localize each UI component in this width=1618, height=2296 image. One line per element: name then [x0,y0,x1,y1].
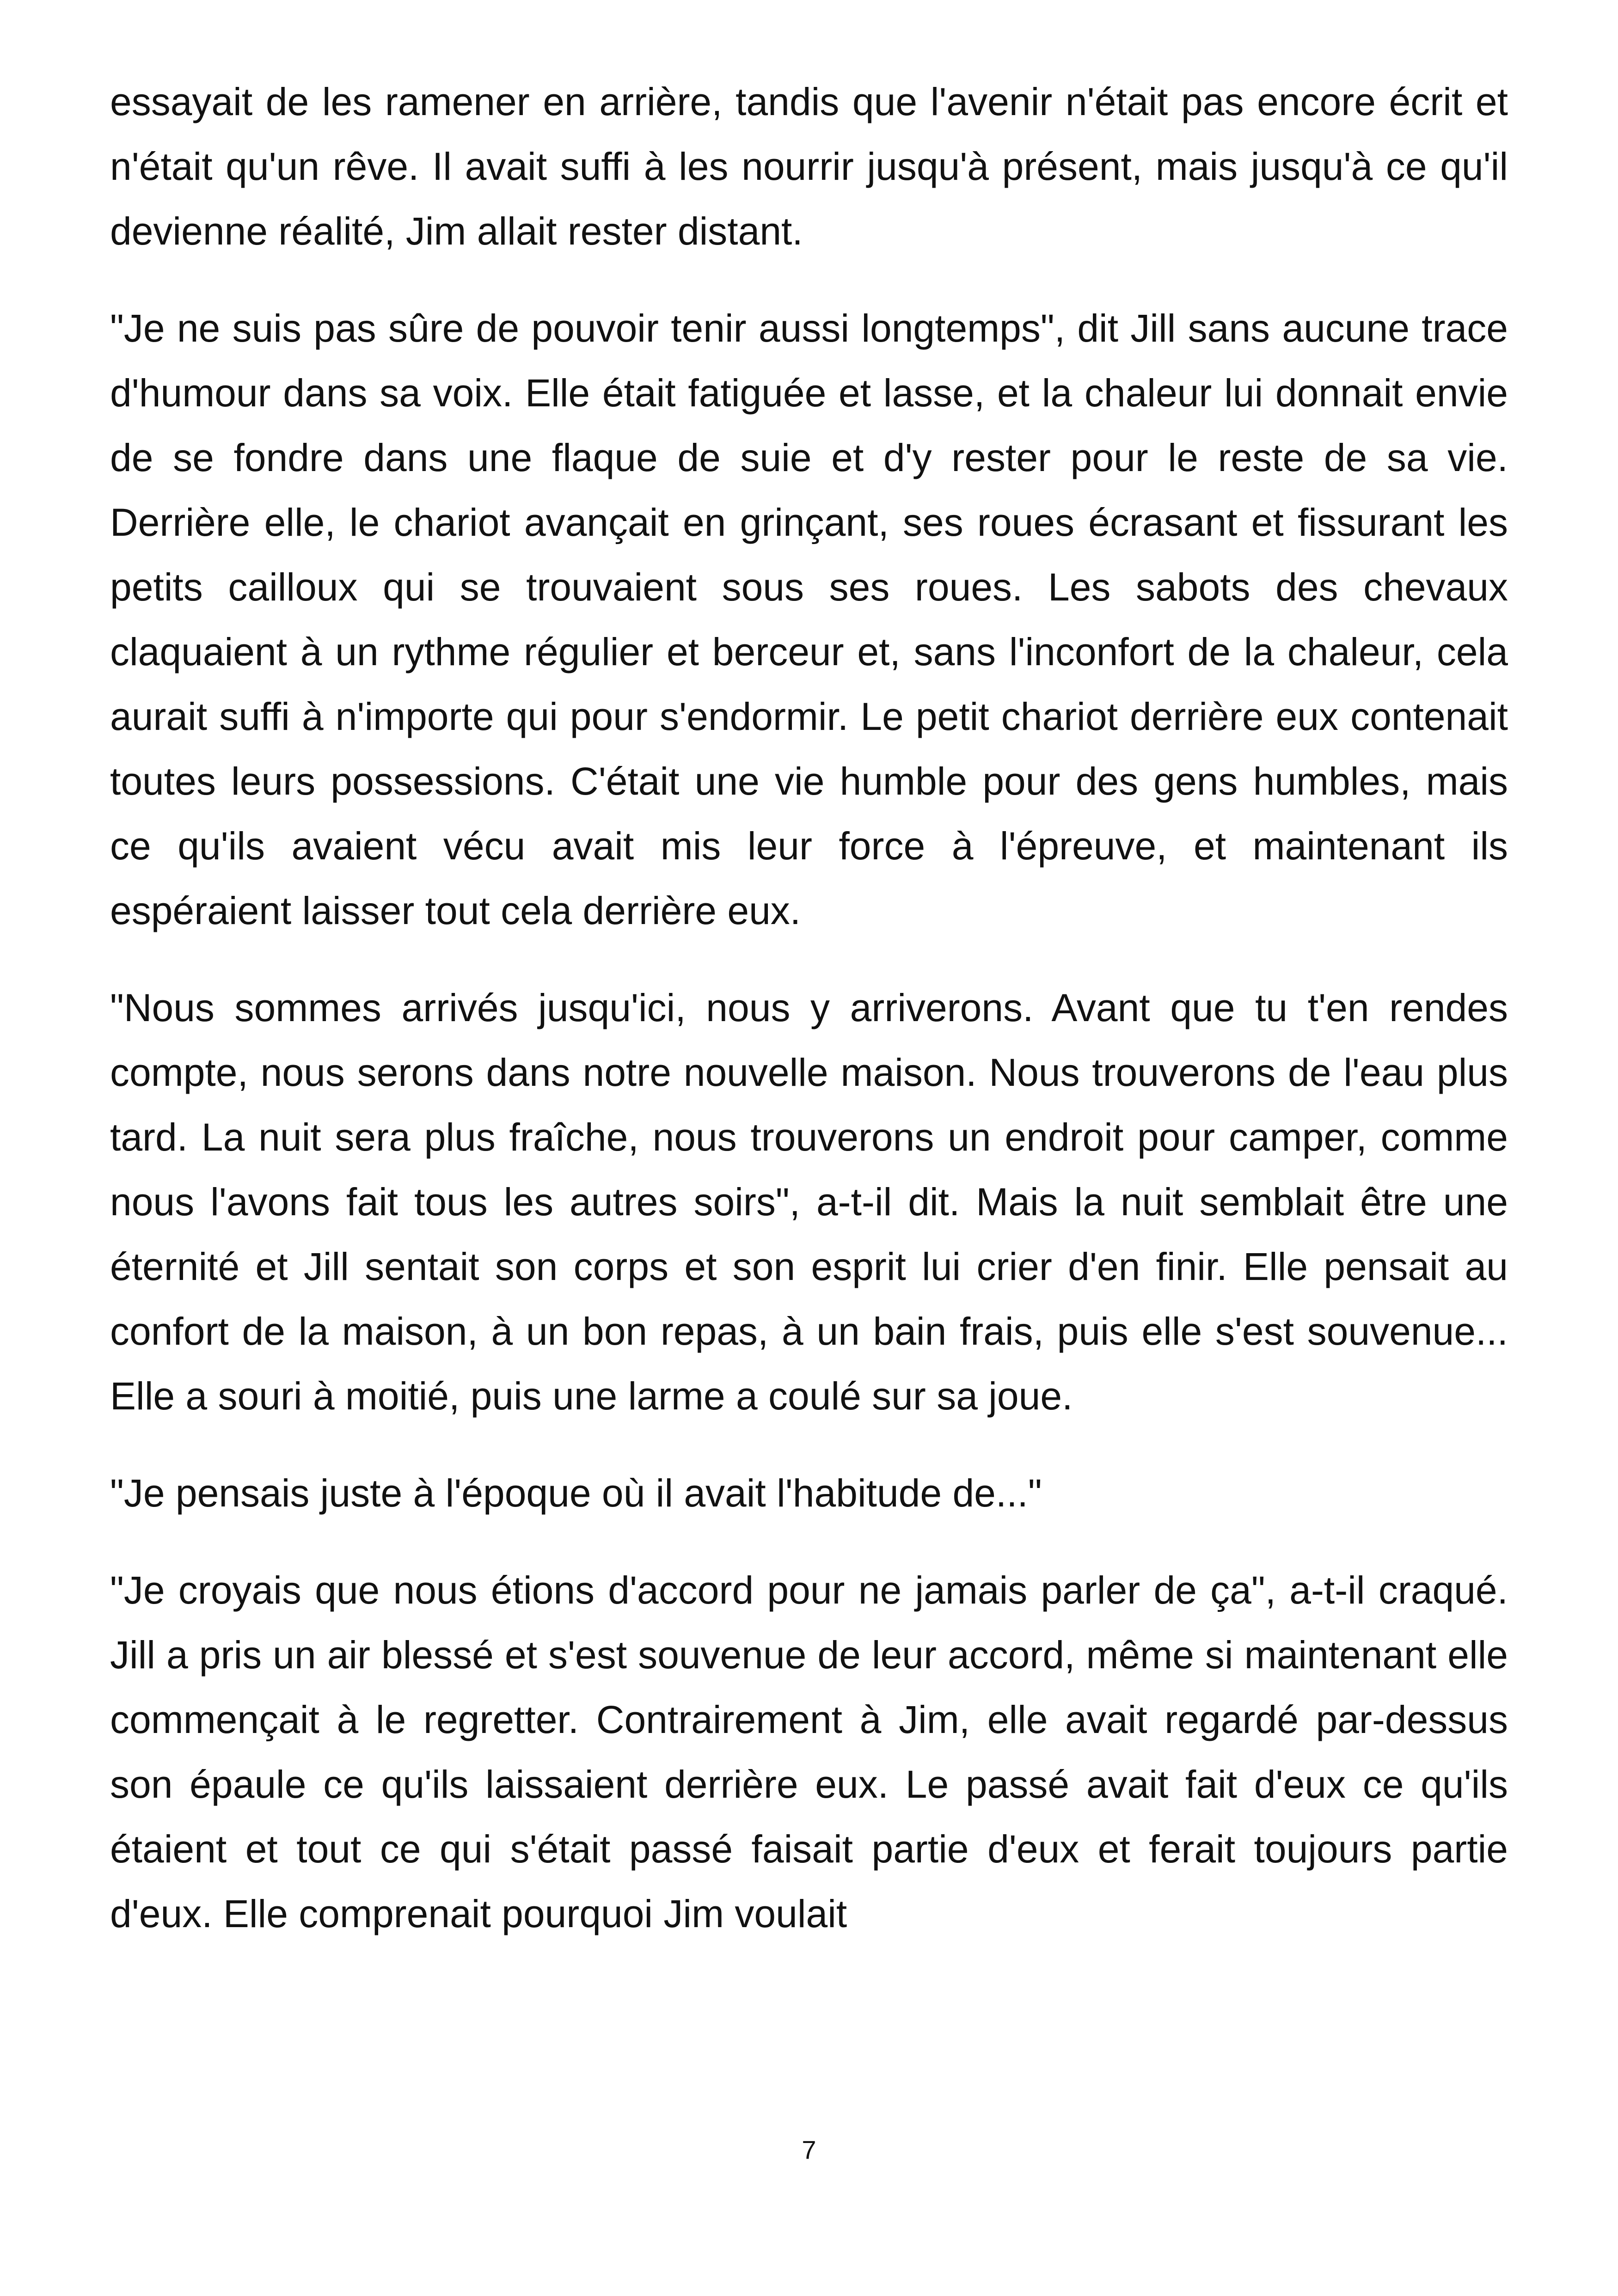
paragraph-4: "Je pensais juste à l'époque où il avait l'habitude de..." [110,1471,1042,1515]
paragraph-1: essayait de les ramener en arrière, tandis que l'avenir n'était pas encore écrit et n'était qu'un rêve. Il avait suffi à les nourrir jusqu'à présent, mais jusqu'à ce qu'il devienne réalité, Jim allait rester distant. [110,80,1508,253]
paragraph-5: "Je croyais que nous étions d'accord pour ne jamais parler de ça", a-t-il craqué. Jill a pris un air blessé et s'est souvenue de leur accord, même si maintenant elle commençait à le regretter. Contrairement à Jim, elle avait regardé par-dessus son épaule ce qu'ils laissaient derrière eux. Le passé avait fait d'eux ce qu'ils étaient et tout ce qui s'était passé faisait partie d'eux et ferait toujours partie d'eux. Elle comprenait pourquoi Jim voulait [110,1568,1508,1935]
paragraph-3: "Nous sommes arrivés jusqu'ici, nous y arriverons. Avant que tu t'en rendes compte, nous serons dans notre nouvelle maison. Nous trouverons de l'eau plus tard. La nuit sera plus fraîche, nous trouverons un endroit pour camper, comme nous l'avons fait tous les autres soirs", a-t-il dit. Mais la nuit semblait être une éternité et Jill sentait son corps et son esprit lui crier d'en finir. Elle pensait au confort de la maison, à un bon repas, à un bain frais, puis elle s'est souvenue... Elle a souri à moitié, puis une larme a coulé sur sa joue. [110,986,1508,1418]
body-text [110,69,1508,1978]
paragraph-2: "Je ne suis pas sûre de pouvoir tenir aussi longtemps", dit Jill sans aucune trace d'humour dans sa voix. Elle était fatiguée et lasse, et la chaleur lui donnait envie de se fondre dans une flaque de suie et d'y rester pour le reste de sa vie. Derrière elle, le chariot avançait en grinçant, ses roues écrasant et fissurant les petits cailloux qui se trouvaient sous ses roues. Les sabots des chevaux claquaient à un rythme régulier et berceur et, sans l'inconfort de la chaleur, cela aurait suffi à n'importe qui pour s'endormir. Le petit chariot derrière eux contenait toutes leurs possessions. C'était une vie humble pour des gens humbles, mais ce qu'ils avaient vécu avait mis leur force à l'épreuve, et maintenant ils espéraient laisser tout cela derrière eux. [110,306,1508,932]
page-number: 7 [802,2135,816,2164]
